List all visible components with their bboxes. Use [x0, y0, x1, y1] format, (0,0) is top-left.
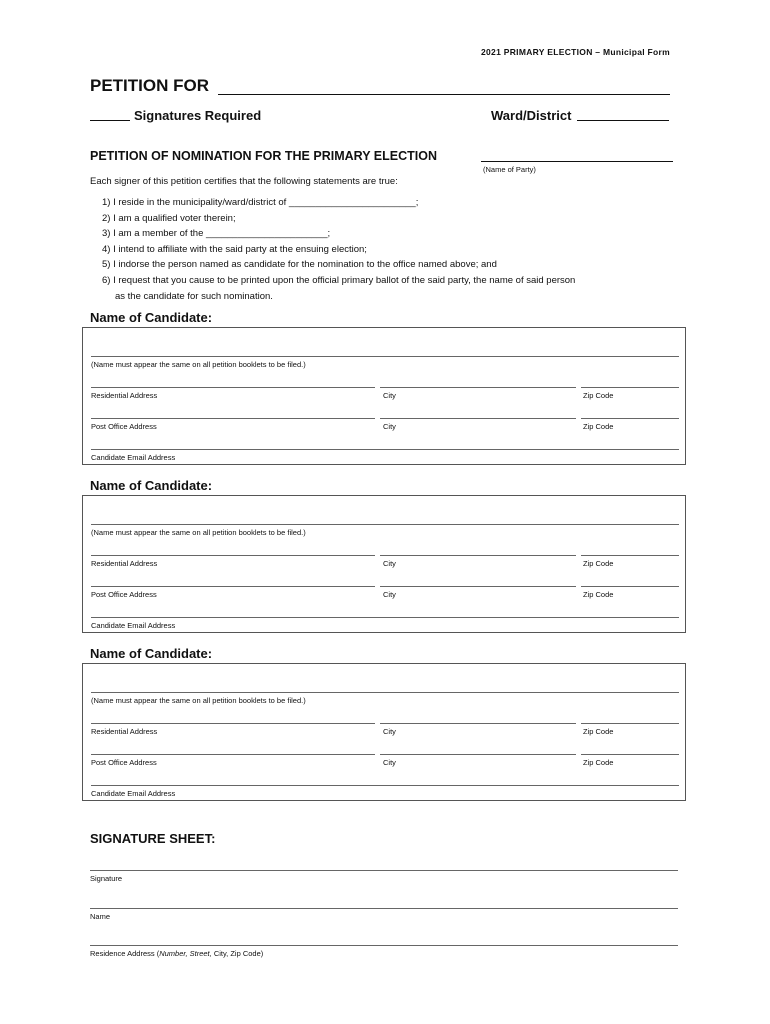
candidate-2-name-note: (Name must appear the same on all petition booklets to be filed.) — [91, 528, 306, 537]
residence-address-label — [90, 949, 263, 958]
candidate-1-name-note: (Name must appear the same on all petition booklets to be filed.) — [91, 360, 306, 369]
ward-district — [491, 108, 669, 123]
candidate-1-zip2-label: Zip Code — [583, 422, 614, 431]
candidate-1-po-label: Post Office Address — [91, 422, 157, 431]
candidate-3-zip-line[interactable] — [581, 723, 679, 724]
candidate-2-city2-label: City — [383, 590, 396, 599]
candidate-1-email-line[interactable] — [91, 449, 679, 450]
party-name-label: (Name of Party) — [483, 165, 536, 174]
candidate-3-po-line[interactable] — [91, 754, 375, 755]
candidate-1-zip2-line[interactable] — [581, 418, 679, 419]
candidate-1-name-line[interactable] — [91, 356, 679, 357]
candidate-3-zip2-line[interactable] — [581, 754, 679, 755]
signature-line[interactable] — [90, 870, 678, 871]
form-header-tag: 2021 PRIMARY ELECTION – Municipal Form — [481, 47, 670, 57]
nomination-heading: PETITION OF NOMINATION FOR THE PRIMARY ELECTION — [90, 149, 437, 163]
candidate-3-city2-label: City — [383, 758, 396, 767]
candidate-1-residential-line[interactable] — [91, 387, 375, 388]
petition-for-line[interactable] — [218, 94, 670, 95]
residence-address-italic: Number, Street, — [159, 949, 212, 958]
candidate-1-residential-label: Residential Address — [91, 391, 158, 400]
candidate-3-po-label: Post Office Address — [91, 758, 157, 767]
name-label: Name — [90, 912, 111, 921]
statement-4: 4) I intend to affiliate with the said party at the ensuing election; — [102, 243, 367, 255]
candidate-2-city2-line[interactable] — [380, 586, 576, 587]
candidate-2-zip2-line[interactable] — [581, 586, 679, 587]
statement-5: 5) I indorse the person named as candidate for the nomination to the office named above; and — [102, 259, 497, 271]
residence-address-suffix: City, Zip Code) — [211, 949, 264, 958]
candidate-2-city-label: City — [383, 559, 396, 568]
candidate-1-po-line[interactable] — [91, 418, 375, 419]
candidate-3-zip2-label: Zip Code — [583, 758, 614, 767]
signatures-count-blank[interactable] — [90, 120, 130, 121]
certification-intro: Each signer of this petition certifies that the following statements are true: — [90, 176, 398, 187]
candidate-3-city2-line[interactable] — [380, 754, 576, 755]
candidate-1-city-label: City — [383, 391, 396, 400]
candidate-2-residential-line[interactable] — [91, 555, 375, 556]
statement-3: 3) I am a member of the _______________________; — [102, 228, 331, 240]
candidate-3-email-line[interactable] — [91, 785, 679, 786]
party-name-line[interactable] — [481, 161, 673, 162]
candidate-1-zip-label: Zip Code — [583, 391, 614, 400]
candidate-1-city2-label: City — [383, 422, 396, 431]
statement-6: 6) I request that you cause to be printed upon the official primary ballot of the said party, the name of said person — [102, 274, 576, 286]
candidate-3-residential-label: Residential Address — [91, 727, 158, 736]
candidate-3-city-label: City — [383, 727, 396, 736]
petition-for-title: PETITION FOR — [90, 76, 209, 95]
candidate-2-zip-label: Zip Code — [583, 559, 614, 568]
residence-address-prefix: Residence Address ( — [90, 949, 160, 958]
candidate-2-zip-line[interactable] — [581, 555, 679, 556]
candidate-2-city-line[interactable] — [380, 555, 576, 556]
candidate-2-name-line[interactable] — [91, 524, 679, 525]
candidate-1-city-line[interactable] — [380, 387, 576, 388]
signatures-required-label: Signatures Required — [134, 108, 262, 123]
candidate-3-section-title: Name of Candidate: — [90, 646, 213, 661]
candidate-3-name-note: (Name must appear the same on all petition booklets to be filed.) — [91, 696, 306, 705]
candidate-3-city-line[interactable] — [380, 723, 576, 724]
candidate-3-name-line[interactable] — [91, 692, 679, 693]
candidate-2-email-label: Candidate Email Address — [91, 621, 176, 630]
candidate-2-residential-label: Residential Address — [91, 559, 158, 568]
ward-district-blank[interactable] — [577, 120, 669, 121]
certification-statements — [102, 195, 575, 304]
candidate-3-residential-line[interactable] — [91, 723, 375, 724]
candidate-1-zip-line[interactable] — [581, 387, 679, 388]
candidate-2-box — [82, 495, 686, 633]
signature-label: Signature — [90, 874, 123, 883]
candidate-1-email-label: Candidate Email Address — [91, 453, 176, 462]
candidate-2-po-line[interactable] — [91, 586, 375, 587]
candidate-1-section-title: Name of Candidate: — [90, 310, 213, 325]
ward-district-label: Ward/District — [491, 108, 572, 123]
statement-6-continuation: as the candidate for such nomination. — [115, 290, 273, 302]
residence-address-line[interactable] — [90, 945, 678, 946]
candidate-2-po-label: Post Office Address — [91, 590, 157, 599]
candidate-3-email-label: Candidate Email Address — [91, 789, 176, 798]
signature-sheet-title: SIGNATURE SHEET: — [90, 831, 216, 846]
candidate-1-box — [82, 327, 686, 465]
candidate-1-city2-line[interactable] — [380, 418, 576, 419]
statement-1: 1) I reside in the municipality/ward/district of ________________________; — [102, 197, 419, 208]
name-line[interactable] — [90, 908, 678, 909]
statement-2: 2) I am a qualified voter therein; — [102, 212, 236, 224]
candidate-3-zip-label: Zip Code — [583, 727, 614, 736]
candidate-2-email-line[interactable] — [91, 617, 679, 618]
signatures-required — [90, 108, 261, 123]
candidate-2-zip2-label: Zip Code — [583, 590, 614, 599]
candidate-2-section-title: Name of Candidate: — [90, 478, 213, 493]
candidate-3-box — [82, 663, 686, 801]
